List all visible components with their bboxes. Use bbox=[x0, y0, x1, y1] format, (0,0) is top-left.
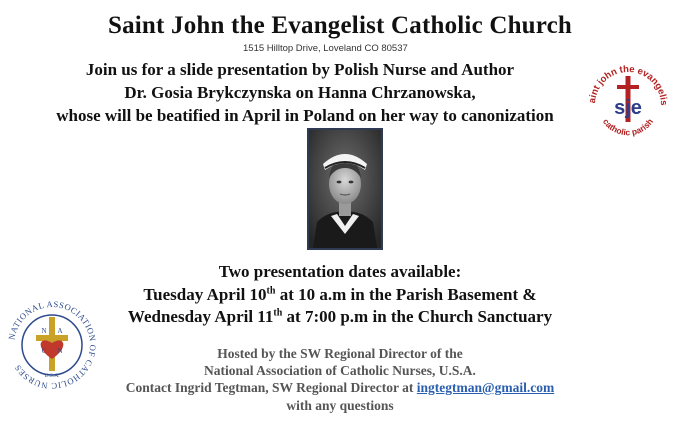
nacn-usa: U.S.A. bbox=[44, 373, 60, 379]
parish-logo-top-text: aint john the evangelis bbox=[586, 63, 670, 106]
nacn-letter-a: A bbox=[57, 327, 63, 335]
church-address: 1515 Hilltop Drive, Loveland CO 80537 bbox=[243, 43, 408, 54]
parish-logo-monogram: sje bbox=[614, 97, 642, 119]
date-line-2: Wednesday April 11th at 7:00 p.m in the Church Sanctuary bbox=[127, 307, 553, 326]
hosted-line-4: with any questions bbox=[286, 398, 394, 413]
nacn-letter-c: C bbox=[41, 347, 47, 355]
intro-line-3: whose will be beatified in April in Poland on her way to canonization bbox=[56, 106, 554, 125]
nacn-letter-n2: N bbox=[57, 347, 63, 355]
contact-line: Contact Ingrid Tegtman, SW Regional Director at ingtegtman@gmail.com bbox=[125, 380, 555, 395]
portrait-photo bbox=[307, 128, 383, 250]
date-line-1: Tuesday April 10th at 10 a.m in the Parish Basement & bbox=[143, 285, 537, 304]
nacn-logo bbox=[4, 297, 100, 393]
parish-logo bbox=[583, 58, 673, 148]
hosted-line-2: National Association of Catholic Nurses, U.S.A. bbox=[204, 363, 476, 378]
email-link[interactable]: ingtegtman@gmail.com bbox=[416, 380, 555, 395]
hosted-line-1: Hosted by the SW Regional Director of the bbox=[217, 346, 463, 361]
intro-line-1: Join us for a slide presentation by Polish Nurse and Author bbox=[85, 60, 515, 79]
dates-heading: Two presentation dates available: bbox=[218, 262, 462, 281]
nacn-ring-text: NATIONAL ASSOCIATION OF CATHOLIC NURSES bbox=[6, 298, 99, 392]
intro-line-2: Dr. Gosia Brykczynska on Hanna Chrzanowska, bbox=[124, 83, 476, 102]
church-title: Saint John the Evangelist Catholic Church bbox=[107, 12, 573, 39]
portrait-illustration bbox=[309, 130, 381, 248]
nacn-letter-n1: N bbox=[41, 327, 47, 335]
parish-logo-bottom-text: catholic parish bbox=[600, 116, 656, 138]
